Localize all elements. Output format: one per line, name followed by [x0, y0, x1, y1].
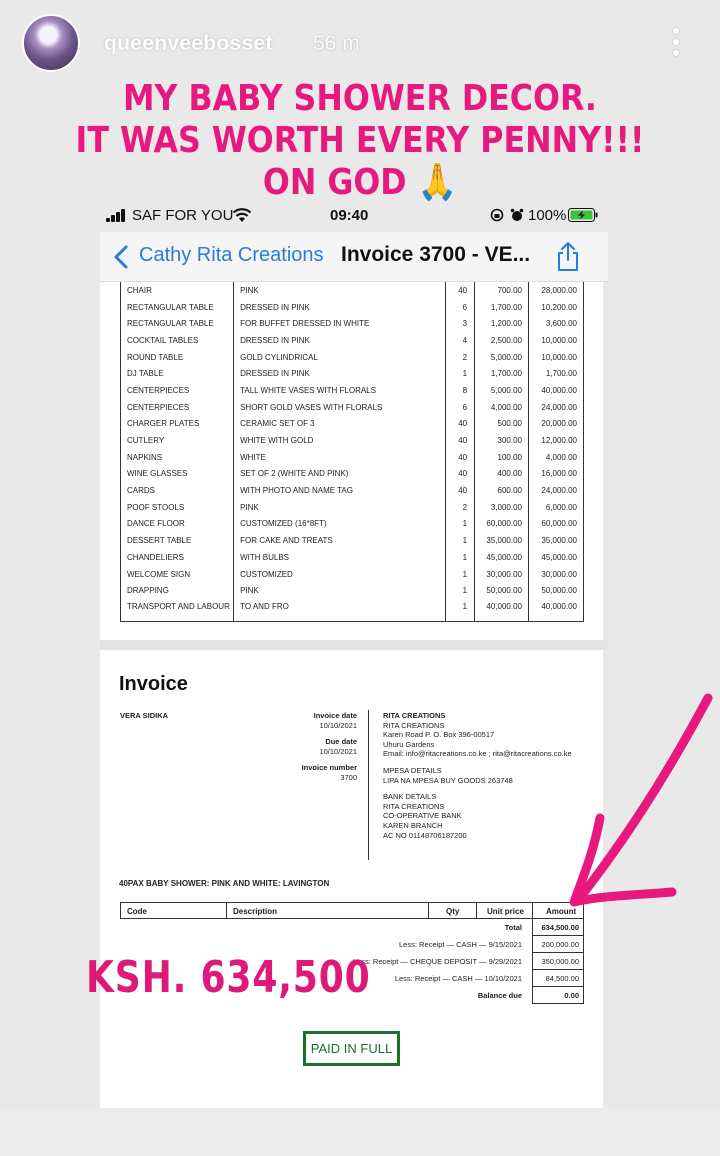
item-qty: 40 [445, 416, 475, 433]
item-qty: 1 [445, 516, 475, 533]
item-description: PINK [234, 499, 445, 516]
item-amount: 12,000.00 [541, 436, 577, 446]
total-overlay-text: KSH. 634,500 [86, 952, 371, 1003]
item-name: ROUND TABLE [121, 349, 234, 366]
table-row [121, 449, 584, 466]
item-qty: 1 [445, 532, 475, 549]
item-amount: 10,000.00 [541, 352, 577, 362]
item-description: CUSTOMIZED (16*8FT) [234, 516, 445, 533]
item-qty: 1 [445, 599, 475, 621]
item-unit-price: 1,700.00 [475, 365, 529, 382]
item-qty: 1 [445, 566, 475, 583]
table-row [121, 482, 584, 499]
item-amount: 35,000.00 [541, 536, 577, 546]
item-qty: 6 [445, 299, 475, 316]
table-row [121, 332, 584, 349]
item-amount: 16,000.00 [541, 469, 577, 479]
item-name: CUTLERY [121, 432, 234, 449]
item-description: PINK [234, 582, 445, 599]
seller-line: RITA CREATIONS [383, 720, 445, 730]
caption-line: ON GOD 🙏 [262, 162, 458, 203]
page-divider [100, 640, 608, 650]
alarm-icon [510, 208, 524, 222]
item-description: WHITE WITH GOLD [234, 432, 445, 449]
more-options-icon[interactable] [664, 26, 688, 60]
battery-charging-icon [568, 208, 598, 222]
invoice-number: 3700 [340, 772, 357, 782]
story-time-ago: 56 m [313, 32, 360, 55]
item-qty: 40 [445, 449, 475, 466]
item-amount: 40,000.00 [541, 385, 577, 395]
invoice-number-label: Invoice number [301, 763, 357, 773]
item-name: NAPKINS [121, 449, 234, 466]
bank-heading: BANK DETAILS [383, 792, 437, 802]
item-amount: 24,000.00 [541, 402, 577, 412]
col-unit-price: Unit price [487, 907, 524, 916]
item-amount: 10,200.00 [541, 302, 577, 312]
rotation-lock-icon [490, 208, 504, 222]
item-amount: 4,000.00 [545, 452, 577, 462]
item-unit-price: 1,700.00 [475, 299, 529, 316]
table-row [121, 516, 584, 533]
seller-line: Uhuru Gardens [383, 739, 435, 749]
item-qty: 1 [445, 582, 475, 599]
item-unit-price: 700.00 [475, 282, 529, 299]
item-name: CHAIR [121, 282, 234, 299]
invoice-heading: Invoice [119, 673, 188, 695]
table-row [121, 549, 584, 566]
item-description: FOR CAKE AND TREATS [234, 532, 445, 549]
summary-label: Less: Receipt — CASH — 9/15/2021 [399, 940, 522, 949]
item-name: CARDS [121, 482, 234, 499]
project-title: 40PAX BABY SHOWER: PINK AND WHITE: LAVINGTON [119, 879, 330, 888]
item-unit-price: 600.00 [475, 482, 529, 499]
seller-email: Email: info@ritacreations.co.ke ; rita@ritacreations.co.ke [383, 749, 572, 759]
item-qty: 2 [445, 349, 475, 366]
item-unit-price: 40,000.00 [475, 599, 529, 621]
table-row [121, 282, 584, 299]
table-row [121, 399, 584, 416]
table-row [121, 599, 584, 621]
table-row [121, 582, 584, 599]
summary-label: Balance due [477, 991, 522, 1000]
item-name: WINE GLASSES [121, 466, 234, 483]
item-name: WELCOME SIGN [121, 566, 234, 583]
item-unit-price: 60,000.00 [475, 516, 529, 533]
table-row [121, 315, 584, 332]
seller-name: RITA CREATIONS [383, 711, 446, 720]
table-row [121, 432, 584, 449]
item-name: CHANDELIERS [121, 549, 234, 566]
item-qty: 3 [445, 315, 475, 332]
item-description: DRESSED IN PINK [234, 365, 445, 382]
story-footer [0, 1110, 720, 1156]
table-row [121, 416, 584, 433]
col-amount: Amount [546, 907, 577, 916]
summary-amount: 200,000.00 [532, 936, 584, 953]
mpesa-heading: MPESA DETAILS [383, 765, 442, 775]
item-amount: 24,000.00 [541, 486, 577, 496]
item-name: TRANSPORT AND LABOUR [121, 599, 234, 621]
item-qty: 4 [445, 332, 475, 349]
item-qty: 40 [445, 466, 475, 483]
item-description: CERAMIC SET OF 3 [234, 416, 445, 433]
item-qty: 2 [445, 499, 475, 516]
item-unit-price: 5,000.00 [475, 382, 529, 399]
item-name: CHARGER PLATES [121, 416, 234, 433]
item-description: WITH BULBS [234, 549, 445, 566]
summary-row [100, 919, 603, 936]
bank-line: RITA CREATIONS [383, 801, 445, 811]
item-description: PINK [234, 282, 445, 299]
seller-line: Karen Road P. O. Box 396-00517 [383, 730, 495, 740]
invoice-date: 10/10/2021 [319, 720, 357, 730]
signal-icon [106, 209, 126, 222]
avatar[interactable] [22, 14, 80, 72]
item-unit-price: 3,000.00 [475, 499, 529, 516]
item-amount: 3,600.00 [545, 319, 577, 329]
mpesa-line: LIPA NA MPESA BUY GOODS 263748 [383, 775, 513, 785]
item-unit-price: 35,000.00 [475, 532, 529, 549]
bank-line: KAREN BRANCH [383, 820, 443, 830]
item-name: DESSERT TABLE [121, 532, 234, 549]
caption-line: MY BABY SHOWER DECOR. [123, 78, 597, 119]
item-unit-price: 2,500.00 [475, 332, 529, 349]
item-name: DJ TABLE [121, 365, 234, 382]
caption-line: IT WAS WORTH EVERY PENNY!!! [75, 120, 645, 161]
item-description: CUSTOMIZED [234, 566, 445, 583]
item-description: WITH PHOTO AND NAME TAG [234, 482, 445, 499]
share-icon[interactable] [555, 240, 581, 272]
table-row [121, 299, 584, 316]
table-row [121, 566, 584, 583]
item-qty: 1 [445, 365, 475, 382]
wifi-icon [232, 207, 252, 223]
item-description: FOR BUFFET DRESSED IN WHITE [234, 315, 445, 332]
item-amount: 1,700.00 [545, 369, 577, 379]
item-description: SET OF 2 (WHITE AND PINK) [234, 466, 445, 483]
due-date: 10/10/2021 [319, 746, 357, 756]
back-button[interactable]: Cathy Rita Creations [139, 244, 324, 266]
invoice-page-summary [100, 650, 603, 1108]
seller-details [383, 711, 572, 840]
item-amount: 40,000.00 [541, 602, 577, 612]
summary-row [100, 936, 603, 953]
item-description: DRESSED IN PINK [234, 299, 445, 316]
chevron-left-icon[interactable] [112, 244, 130, 270]
item-name: RECTANGULAR TABLE [121, 299, 234, 316]
bank-line: CO-OPERATIVE BANK [383, 811, 462, 821]
item-name: RECTANGULAR TABLE [121, 315, 234, 332]
table-row [121, 349, 584, 366]
table-row [121, 382, 584, 399]
invoice-page-items [100, 282, 603, 640]
item-qty: 40 [445, 282, 475, 299]
item-description: WHITE [234, 449, 445, 466]
summary-label: Less: Receipt — CASH — 10/10/2021 [394, 974, 522, 983]
item-name: CENTERPIECES [121, 382, 234, 399]
item-unit-price: 1,200.00 [475, 315, 529, 332]
summary-label: Total [504, 923, 522, 932]
col-code: Code [127, 907, 147, 916]
item-qty: 40 [445, 432, 475, 449]
item-name: DRAPPING [121, 582, 234, 599]
battery-percent: 100% [528, 207, 567, 224]
item-description: DRESSED IN PINK [234, 332, 445, 349]
carrier-name: SAF FOR YOU [132, 207, 234, 224]
item-description: GOLD CYLINDRICAL [234, 349, 445, 366]
status-time: 09:40 [330, 207, 369, 224]
table-row [121, 365, 584, 382]
table-row [121, 532, 584, 549]
item-qty: 40 [445, 482, 475, 499]
col-qty: Qty [446, 907, 460, 916]
invoice-meta [260, 711, 357, 783]
item-unit-price: 300.00 [475, 432, 529, 449]
item-unit-price: 500.00 [475, 416, 529, 433]
document-title: Invoice 3700 - VE... [341, 243, 531, 266]
invoice-date-label: Invoice date [313, 711, 357, 720]
item-name: COCKTAIL TABLES [121, 332, 234, 349]
arrow-icon [560, 690, 720, 915]
item-qty: 6 [445, 399, 475, 416]
story-caption [43, 78, 677, 204]
item-amount: 45,000.00 [541, 552, 577, 562]
item-name: DANCE FLOOR [121, 516, 234, 533]
due-date-label: Due date [325, 737, 357, 747]
item-amount: 50,000.00 [541, 586, 577, 596]
item-name: POOF STOOLS [121, 499, 234, 516]
item-amount: 30,000.00 [541, 569, 577, 579]
item-unit-price: 50,000.00 [475, 582, 529, 599]
phone-status-bar [100, 200, 608, 230]
navigation-bar [100, 232, 608, 282]
summary-amount: 0.00 [532, 987, 584, 1004]
items-table [120, 282, 584, 622]
item-name: CENTERPIECES [121, 399, 234, 416]
item-unit-price: 45,000.00 [475, 549, 529, 566]
story-header [0, 0, 720, 84]
col-description: Description [233, 907, 278, 916]
summary-amount: 84,500.00 [532, 970, 584, 987]
item-amount: 10,000.00 [541, 335, 577, 345]
bank-account: AC NO 01148706187200 [383, 830, 467, 840]
item-amount: 60,000.00 [541, 519, 577, 529]
item-qty: 8 [445, 382, 475, 399]
item-unit-price: 4,000.00 [475, 399, 529, 416]
item-description: SHORT GOLD VASES WITH FLORALS [234, 399, 445, 416]
summary-label: Less: Receipt — CHEQUE DEPOSIT — 9/29/2021 [352, 957, 522, 966]
item-qty: 1 [445, 549, 475, 566]
item-amount: 28,000.00 [541, 285, 577, 295]
item-amount: 6,000.00 [545, 502, 577, 512]
table-row [121, 499, 584, 516]
username[interactable]: queenveebosset [104, 32, 273, 55]
summary-amount: 634,500.00 [532, 919, 584, 936]
item-description: TALL WHITE VASES WITH FLORALS [234, 382, 445, 399]
item-unit-price: 5,000.00 [475, 349, 529, 366]
table-row [121, 466, 584, 483]
item-unit-price: 30,000.00 [475, 566, 529, 583]
item-amount: 20,000.00 [541, 419, 577, 429]
paid-in-full-stamp: PAID IN FULL [303, 1031, 400, 1066]
customer-name: VERA SIDIKA [120, 711, 169, 720]
column-divider [368, 710, 369, 860]
item-unit-price: 400.00 [475, 466, 529, 483]
item-unit-price: 100.00 [475, 449, 529, 466]
item-description: TO AND FRO [234, 599, 445, 621]
summary-header [120, 902, 584, 919]
summary-amount: 350,000.00 [532, 953, 584, 970]
